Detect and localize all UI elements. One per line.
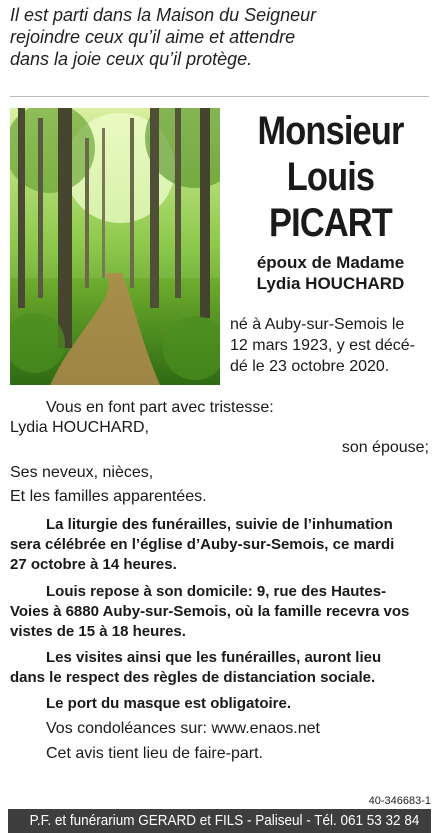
- opening-quote: [10, 4, 430, 70]
- quote-line: Il est parti dans la Maison du Seigneur: [10, 5, 317, 25]
- spouse-line1: époux de Madame: [256, 253, 405, 272]
- mask-notice: Le port du masque est obligatoire.: [46, 695, 292, 712]
- funeral-home-footer: [8, 809, 431, 833]
- announce-intro: Vous en font part avec tristesse:: [46, 399, 274, 416]
- announce-name: Lydia HOUCHARD,: [10, 419, 149, 436]
- forest-path-photo: [10, 108, 220, 385]
- birth-line: né à Auby-sur-Semois le: [230, 316, 405, 333]
- footer-text: P.F. et funérarium GERARD et FILS - Paliseul - Tél. 061 53 32 84: [29, 812, 420, 829]
- reference-number: 40-346683-1: [368, 795, 431, 807]
- spouse-line2: Lydia HOUCHARD: [256, 274, 405, 293]
- announce-role: son épouse;: [341, 439, 429, 456]
- home-line: vistes de 15 à 18 heures.: [10, 623, 186, 640]
- spouse-info: [222, 252, 439, 294]
- announce-family1: Ses neveux, nièces,: [10, 464, 154, 481]
- home-line: Louis repose à son domicile: 9, rue des Hautes-: [46, 583, 387, 600]
- visits-line: Les visites ainsi que les funérailles, auront lieu: [46, 649, 382, 666]
- name-first: Louis: [286, 155, 375, 199]
- faire-part-notice: Cet avis tient lieu de faire-part.: [46, 745, 263, 762]
- birth-death-info: [230, 314, 434, 377]
- birth-line: dé le 23 octobre 2020.: [230, 358, 390, 375]
- liturgy-line: sera célébrée en l’église d’Auby-sur-Semois, ce mardi: [10, 536, 395, 553]
- condolences-link: Vos condoléances sur: www.enaos.net: [46, 720, 320, 737]
- liturgy-line: La liturgie des funérailles, suivie de l’inhumation: [46, 516, 393, 533]
- home-line: Voies à 6880 Auby-sur-Semois, où la famille recevra vos: [10, 603, 410, 620]
- quote-line: rejoindre ceux qu’il aime et attendre: [10, 27, 296, 47]
- liturgy-line: 27 octobre à 14 heures.: [10, 556, 177, 573]
- deceased-name: [222, 108, 439, 246]
- announce-family2: Et les familles apparentées.: [10, 488, 207, 505]
- top-divider: [10, 96, 429, 97]
- name-last: PICART: [269, 201, 392, 245]
- quote-line: dans la joie ceux qu’il protège.: [10, 49, 253, 69]
- birth-line: 12 mars 1923, y est décé-: [230, 337, 415, 354]
- visits-line: dans le respect des règles de distanciation sociale.: [10, 669, 376, 686]
- name-title: Monsieur: [257, 109, 404, 153]
